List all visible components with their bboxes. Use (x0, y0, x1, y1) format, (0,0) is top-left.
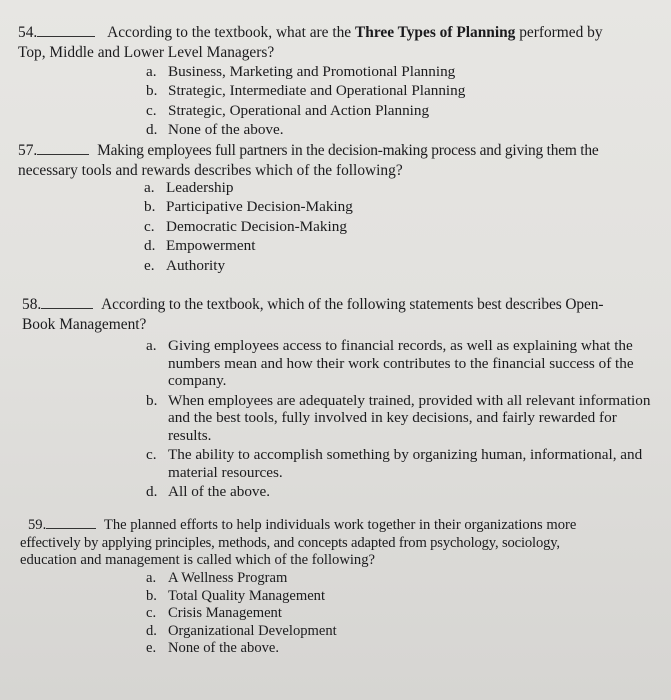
option-c (146, 101, 646, 120)
question-54-line1 (18, 22, 658, 43)
option-b (146, 588, 546, 606)
option-letter: d. (146, 483, 158, 500)
answer-blank[interactable] (41, 294, 93, 309)
option-letter: d. (144, 237, 156, 255)
option-text: Democratic Decision-Making (166, 217, 347, 235)
option-d (144, 236, 544, 255)
option-letter: d. (146, 622, 157, 639)
option-letter: b. (146, 587, 157, 604)
answer-blank[interactable] (37, 140, 89, 155)
option-a (144, 178, 544, 197)
option-text: Empowerment (166, 237, 256, 255)
option-text: Giving employees access to financial records, as well as explaining what the numbers mean and how their work contributes to the financial success of the company. (168, 337, 634, 389)
option-text: None of the above. (168, 121, 284, 139)
option-text: The ability to accomplish something by organizing human, informational, and material resources. (168, 446, 643, 481)
option-letter: b. (144, 198, 156, 216)
question-57 (18, 140, 666, 180)
option-text: When employees are adequately trained, provided with all relevant information and the best tools, fully involved in key decisions, and fairly rewarded for results. (168, 391, 651, 444)
question-58 (22, 294, 662, 334)
options-59 (146, 570, 546, 658)
option-e (146, 640, 546, 658)
option-text: Authority (166, 256, 226, 274)
question-59-line3: education and management is called which of the following? (20, 552, 375, 568)
question-54-line2: Top, Middle and Lower Level Managers? (18, 43, 275, 61)
option-text: Strategic, Operational and Action Planning (168, 101, 430, 119)
option-letter: c. (146, 446, 157, 463)
question-text-post: performed by (515, 24, 603, 41)
option-letter: d. (146, 121, 158, 139)
option-text: Strategic, Intermediate and Operational Planning (168, 82, 466, 100)
question-number: 54. (18, 24, 38, 41)
question-number: 59. (28, 517, 47, 533)
option-b (146, 392, 656, 445)
question-58-line1 (22, 294, 662, 315)
question-57-line1 (18, 140, 666, 161)
question-number: 58. (22, 296, 42, 313)
answer-blank[interactable] (46, 514, 96, 529)
question-text: The planned efforts to help individuals work together in their organizations more (103, 517, 577, 533)
option-text: All of the above. (168, 483, 271, 500)
option-e (144, 256, 544, 275)
option-a (146, 570, 546, 588)
option-letter: c. (146, 605, 157, 622)
answer-blank[interactable] (37, 22, 95, 37)
option-letter: b. (146, 82, 158, 100)
option-c (146, 446, 656, 481)
option-c (144, 217, 544, 236)
option-b (146, 81, 646, 100)
question-59 (20, 514, 660, 570)
question-54 (18, 22, 658, 62)
option-text: Leadership (166, 179, 234, 196)
question-text-pre: According to the textbook, what are the (107, 24, 355, 41)
option-d (146, 623, 546, 641)
option-a (146, 62, 646, 81)
options-54 (146, 62, 646, 140)
option-letter: e. (146, 640, 157, 657)
question-57-line2: necessary tools and rewards describes which of the following? (18, 161, 403, 179)
option-letter: c. (144, 217, 155, 235)
option-letter: a. (144, 179, 155, 196)
option-letter: e. (144, 256, 155, 274)
option-d (146, 483, 656, 501)
option-text: Participative Decision-Making (166, 198, 353, 216)
option-text: Crisis Management (168, 605, 282, 622)
option-letter: a. (146, 337, 157, 354)
option-letter: a. (146, 570, 157, 586)
question-text: According to the textbook, which of the following statements best describes Open- (101, 296, 604, 313)
question-59-line2: effectively by applying principles, methods, and concepts adapted from psychology, sociology, (20, 534, 560, 551)
options-57 (144, 178, 544, 275)
option-a (146, 337, 656, 390)
option-d (146, 120, 646, 139)
option-letter: a. (146, 63, 157, 80)
question-58-line2: Book Management? (22, 315, 147, 333)
option-b (144, 197, 544, 216)
options-58 (146, 337, 656, 501)
option-c (146, 605, 546, 623)
option-text: None of the above. (168, 640, 280, 657)
option-text: A Wellness Program (168, 570, 288, 586)
question-text-bold: Three Types of Planning (355, 24, 516, 41)
question-number: 57. (18, 142, 38, 159)
option-text: Organizational Development (168, 622, 337, 639)
option-text: Total Quality Management (168, 587, 326, 604)
question-text: Making employees full partners in the decision-making process and giving them the (97, 142, 599, 159)
question-59-line1 (20, 514, 660, 535)
option-letter: b. (146, 391, 158, 409)
option-text: Business, Marketing and Promotional Planning (168, 63, 456, 80)
option-letter: c. (146, 101, 157, 119)
